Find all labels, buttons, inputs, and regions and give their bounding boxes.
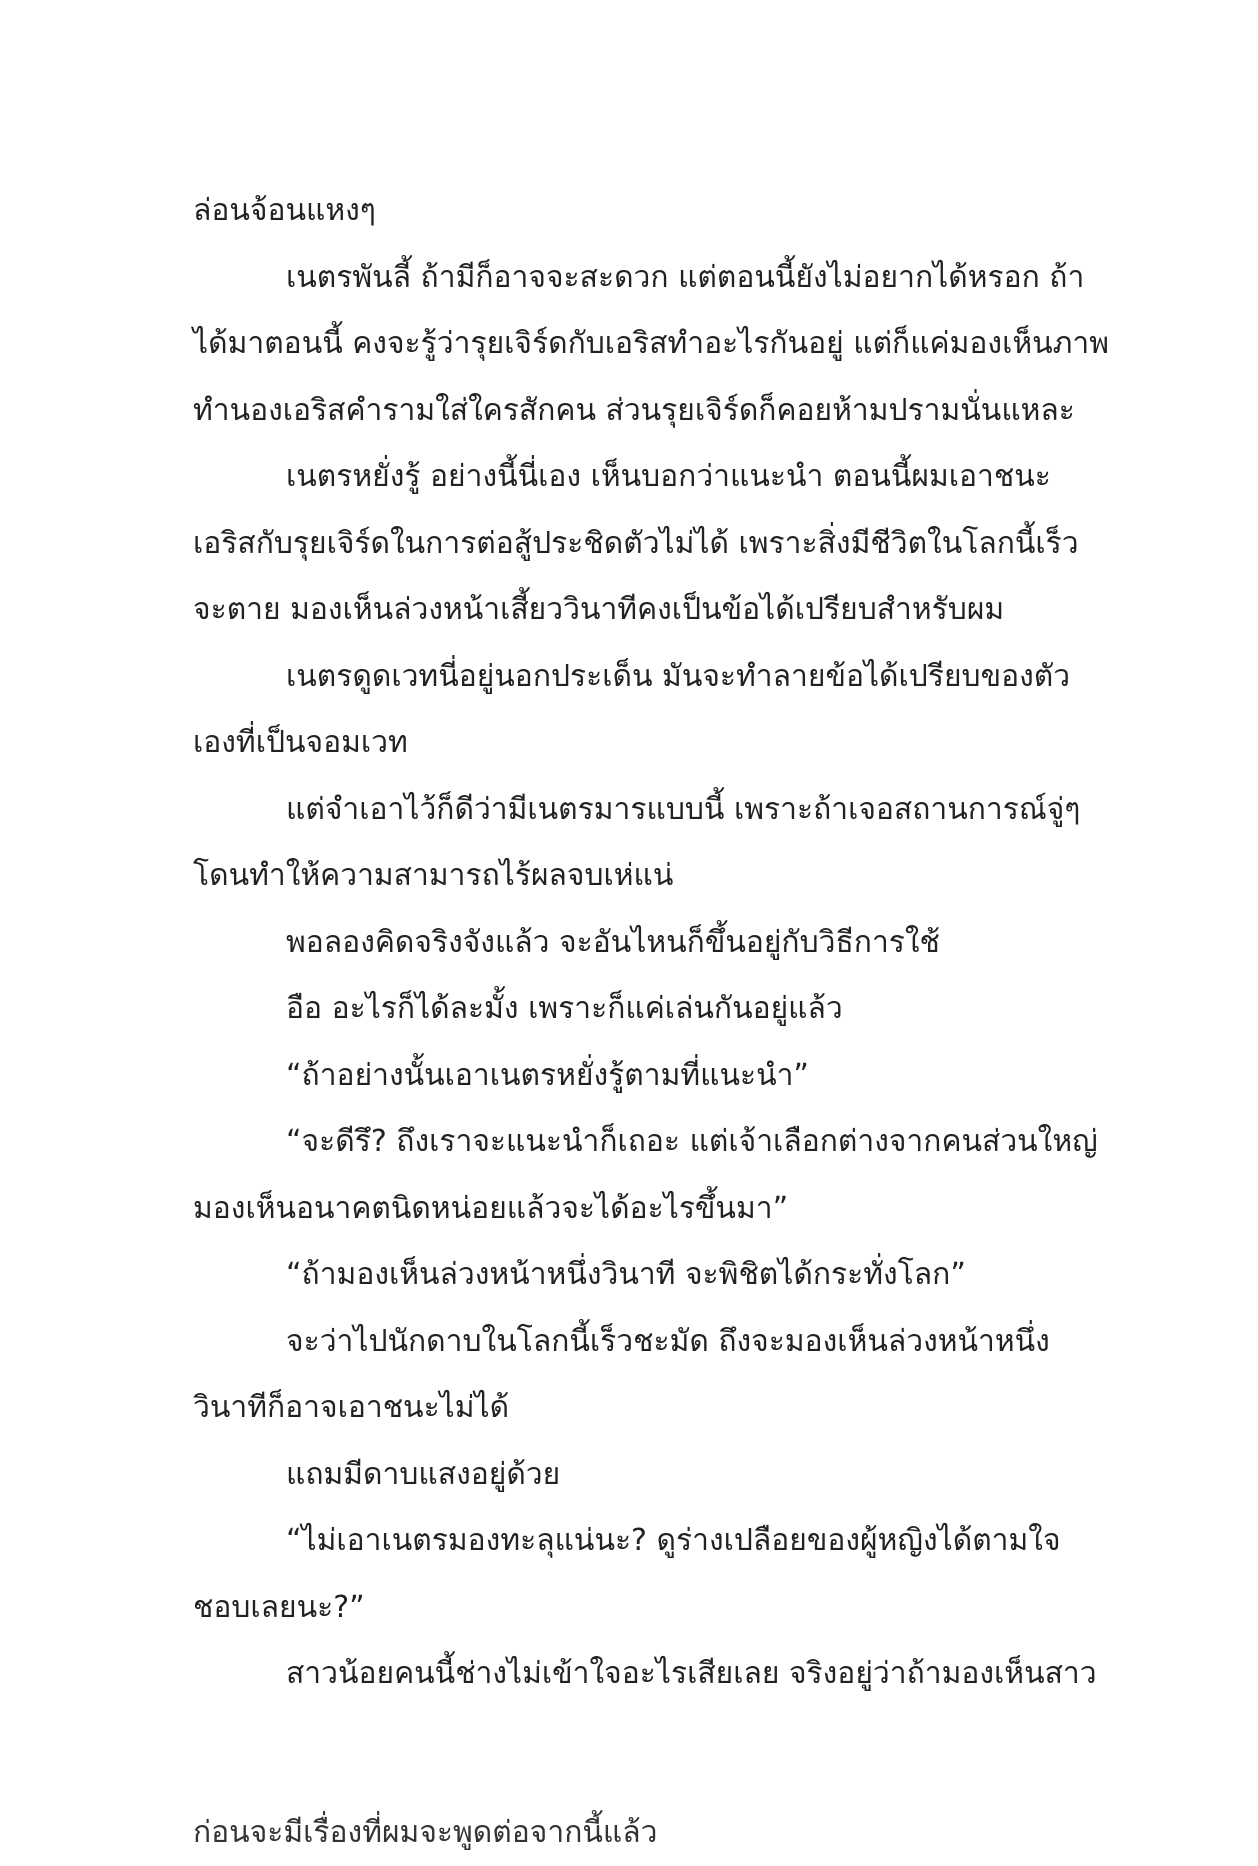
text-line: ชอบเลยนะ?” — [193, 1589, 365, 1625]
text-line: เองที่เป็นจอมเวท — [193, 725, 408, 760]
text-line: โดนทำให้ความสามารถไร้ผลจบเห่แน่ — [193, 858, 674, 893]
text-line: ได้มาตอนนี้ คงจะรู้ว่ารุยเจิร์ดกับเอริสทำอะไรกันอยู่ แต่ก็แค่มองเห็นภาพ — [193, 326, 1109, 361]
text-line: เอริสกับรุยเจิร์ดในการต่อสู้ประชิดตัวไม่ได้ เพราะสิ่งมีชีวิตในโลกนี้เร็ว — [193, 525, 1079, 561]
text-line: แถมมีดาบแสงอยู่ด้วย — [286, 1456, 561, 1492]
text-line: ล่อนจ้อนแหงๆ — [193, 193, 376, 228]
text-line: สาวน้อยคนนี้ช่างไม่เข้าใจอะไรเสียเลย จริงอยู่ว่าถ้ามองเห็นสาว — [286, 1656, 1097, 1691]
body-text — [193, 178, 1123, 1708]
text-line: “ถ้าอย่างนั้นเอาเนตรหยั่งรู้ตามที่แนะนำ” — [286, 1057, 809, 1093]
text-line: “ไม่เอาเนตรมองทะลุแน่นะ? ดูร่างเปลือยของผู้หญิงได้ตามใจ — [286, 1523, 1061, 1558]
text-line: เนตรพันลี้ ถ้ามีก็อาจจะสะดวก แต่ตอนนี้ยังไม่อยากได้หรอก ถ้า — [286, 259, 1085, 295]
text-line: อือ อะไรก็ได้ละมั้ง เพราะก็แค่เล่นกันอยู่แล้ว — [286, 991, 843, 1026]
text-line: “ถ้ามองเห็นล่วงหน้าหนึ่งวินาที จะพิชิตได้กระทั่งโลก” — [286, 1257, 966, 1292]
text-line: ทำนองเอริสคำรามใส่ใครสักคน ส่วนรุยเจิร์ดก็คอยห้ามปรามนั่นแหละ — [193, 392, 1075, 428]
text-line: มองเห็นอนาคตนิดหน่อยแล้วจะได้อะไรขึ้นมา” — [193, 1190, 789, 1226]
text-line: จะตาย มองเห็นล่วงหน้าเสี้ยววินาทีคงเป็นข้อได้เปรียบสำหรับผม — [193, 592, 1005, 627]
text-line: เนตรหยั่งรู้ อย่างนี้นี่เอง เห็นบอกว่าแนะนำ ตอนนี้ผมเอาชนะ — [286, 459, 1051, 494]
text-line: วินาทีก็อาจเอาชนะไม่ได้ — [193, 1390, 510, 1425]
text-line: แต่จำเอาไว้ก็ดีว่ามีเนตรมารแบบนี้ เพราะถ้าเจอสถานการณ์จู่ๆ — [286, 791, 1081, 827]
text-line: พอลองคิดจริงจังแล้ว จะอันไหนก็ขึ้นอยู่กับวิธีการใช้ — [286, 924, 940, 960]
text-line: “จะดีรึ? ถึงเราจะแนะนำก็เถอะ แต่เจ้าเลือกต่างจากคนส่วนใหญ่ — [286, 1124, 1098, 1159]
text-line: จะว่าไปนักดาบในโลกนี้เร็วชะมัด ถึงจะมองเห็นล่วงหน้าหนึ่ง — [286, 1323, 1050, 1359]
text-line: เนตรดูดเวทนี่อยู่นอกประเด็น มันจะทำลายข้อได้เปรียบของตัว — [286, 658, 1071, 694]
cut-off-line: ก่อนจะมีเรื่องที่ผมจะพูดต่อจากนี้แล้ว — [193, 1815, 658, 1850]
